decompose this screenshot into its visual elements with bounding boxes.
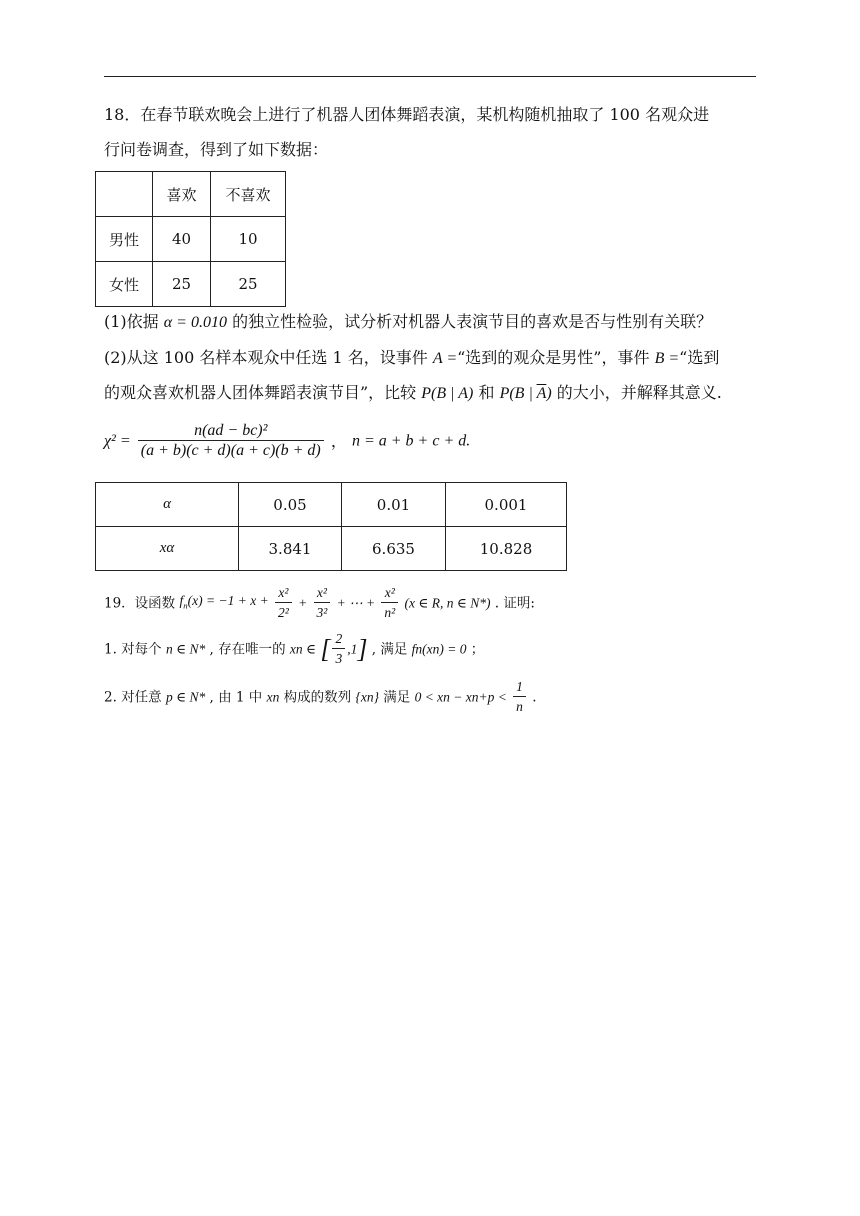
formula-lhs: χ² =	[104, 432, 131, 450]
table-cell: 40	[153, 217, 211, 262]
part1-prefix: (1)依据	[104, 312, 159, 331]
func-subscript: n	[183, 600, 188, 611]
func-expression: (x) = −1 + x +	[187, 593, 269, 609]
part1-text: 的独立性检验，试分析对机器人表演节目的喜欢是否与性别有关联？	[232, 312, 713, 331]
alpha-header: α	[96, 483, 239, 527]
q18-intro-line1: 18．在春节联欢晚会上进行了机器人团体舞蹈表演，某机构随机抽取了 100 名观众进	[104, 105, 710, 124]
formula-separator: ，	[330, 431, 347, 451]
p2-inequality: 0 < xn − xn+p <	[414, 689, 507, 705]
table-cell: 0.001	[446, 483, 567, 527]
p1-prefix: 1. 对每个	[104, 641, 162, 658]
and-word: 和	[478, 383, 495, 402]
term2-fraction	[314, 584, 331, 623]
p1-end: ；	[470, 641, 485, 658]
event-b: B =	[654, 350, 680, 367]
q19-line1-end: . 证明:	[494, 595, 535, 612]
interval-fraction	[332, 630, 345, 669]
q18-contingency-table	[95, 171, 286, 307]
prob-b-given-a: P(B | A)	[421, 385, 474, 402]
q18-intro-line2: 行问卷调查，得到了如下数据：	[104, 140, 329, 159]
formula-fraction	[138, 422, 324, 461]
formula-denominator: (a + b)(c + d)(a + c)(b + d)	[140, 442, 321, 459]
term3-fraction	[381, 584, 398, 623]
func-name: f	[179, 593, 184, 609]
part2-text-b: “选到	[679, 348, 720, 367]
x-alpha-header: xα	[96, 527, 239, 571]
prob-prefix: P(B |	[499, 385, 537, 402]
table-cell: 0.01	[342, 483, 446, 527]
p2-end: .	[532, 689, 537, 706]
p2-prefix: 2. 对任意	[104, 689, 162, 706]
interval-num: 2	[332, 630, 345, 649]
p2-xn: xn	[266, 689, 280, 705]
term1-num: x²	[275, 584, 292, 603]
p1-equation: fn(xn) = 0	[411, 641, 467, 657]
q18-part1	[104, 312, 712, 333]
chi-square-formula	[104, 422, 470, 468]
critical-value-table	[95, 482, 567, 571]
p2-text-2: 构成的数列	[283, 689, 352, 706]
q19-prefix: 19．设函数	[104, 595, 176, 612]
table-cell: 25	[211, 262, 286, 307]
table-cell: 0.05	[239, 483, 342, 527]
plus-sign: +	[298, 595, 308, 611]
a-complement: $\overline{A}$	[536, 385, 547, 402]
table-header-like: 喜欢	[153, 172, 211, 217]
alpha-value: α = 0.010	[163, 314, 227, 331]
q19-part2	[104, 678, 537, 718]
p2-text: , 由 1 中	[209, 689, 263, 706]
q19-line1	[104, 584, 535, 624]
formula-numerator: n(ad − bc)²	[138, 422, 324, 441]
q18-part2-line1	[104, 348, 719, 369]
table-row-label-male: 男性	[96, 217, 153, 262]
table-cell: 25	[153, 262, 211, 307]
p2-fraction	[513, 678, 526, 717]
prob-b-given-abar	[500, 385, 552, 402]
event-a: A =	[432, 350, 458, 367]
p2-frac-den: n	[516, 699, 523, 714]
table-cell: 3.841	[239, 527, 342, 571]
p2-text-3: 满足	[383, 689, 411, 706]
p2-frac-num: 1	[513, 678, 526, 697]
domain: (x ∈ R, n ∈ N*)	[404, 595, 491, 611]
table-row-label-female: 女性	[96, 262, 153, 307]
p2-sequence: {xn}	[355, 689, 379, 705]
table-cell: 6.635	[342, 527, 446, 571]
formula-n-definition: n = a + b + c + d.	[351, 432, 471, 450]
table-cell: 10.828	[446, 527, 567, 571]
p1-n: n ∈ N*	[165, 641, 206, 657]
part2-text-a: “选到的观众是男性”，事件	[457, 348, 650, 367]
part2-line2-text: 的观众喜欢机器人团体舞蹈表演节目”，比较	[104, 383, 417, 402]
q19-part1: 1. 对每个 n ∈ N* , 存在唯一的 xn ∈ [ $\frac{2}{3}$ ,1] , 满足 fn(xn) = 0 ；	[104, 630, 484, 670]
term1-den: 2²	[277, 605, 289, 620]
p2-p: p ∈ N*	[165, 689, 206, 705]
table-cell: 10	[211, 217, 286, 262]
term2-den: 3²	[316, 605, 328, 620]
p1-text: , 存在唯一的	[209, 641, 286, 658]
table-header-dislike: 不喜欢	[211, 172, 286, 217]
header-rule	[104, 76, 756, 77]
term1-fraction	[275, 584, 292, 623]
table-header-blank	[96, 172, 153, 217]
term3-num: x²	[381, 584, 398, 603]
p1-text-2: , 满足	[371, 641, 408, 658]
part2-line2-end: 的大小，并解释其意义.	[556, 383, 722, 402]
term2-num: x²	[314, 584, 331, 603]
q18-part2-line2	[104, 383, 722, 404]
term3-den: n²	[384, 605, 396, 620]
part2-prefix: (2)从这 100 名样本观众中任选 1 名，设事件	[104, 348, 428, 367]
p1-x: xn ∈	[289, 641, 317, 657]
interval-den: 3	[335, 651, 343, 666]
dots: + ⋯ +	[336, 595, 376, 611]
interval-rest: ,1	[347, 641, 358, 657]
prob-suffix: )	[546, 385, 552, 402]
